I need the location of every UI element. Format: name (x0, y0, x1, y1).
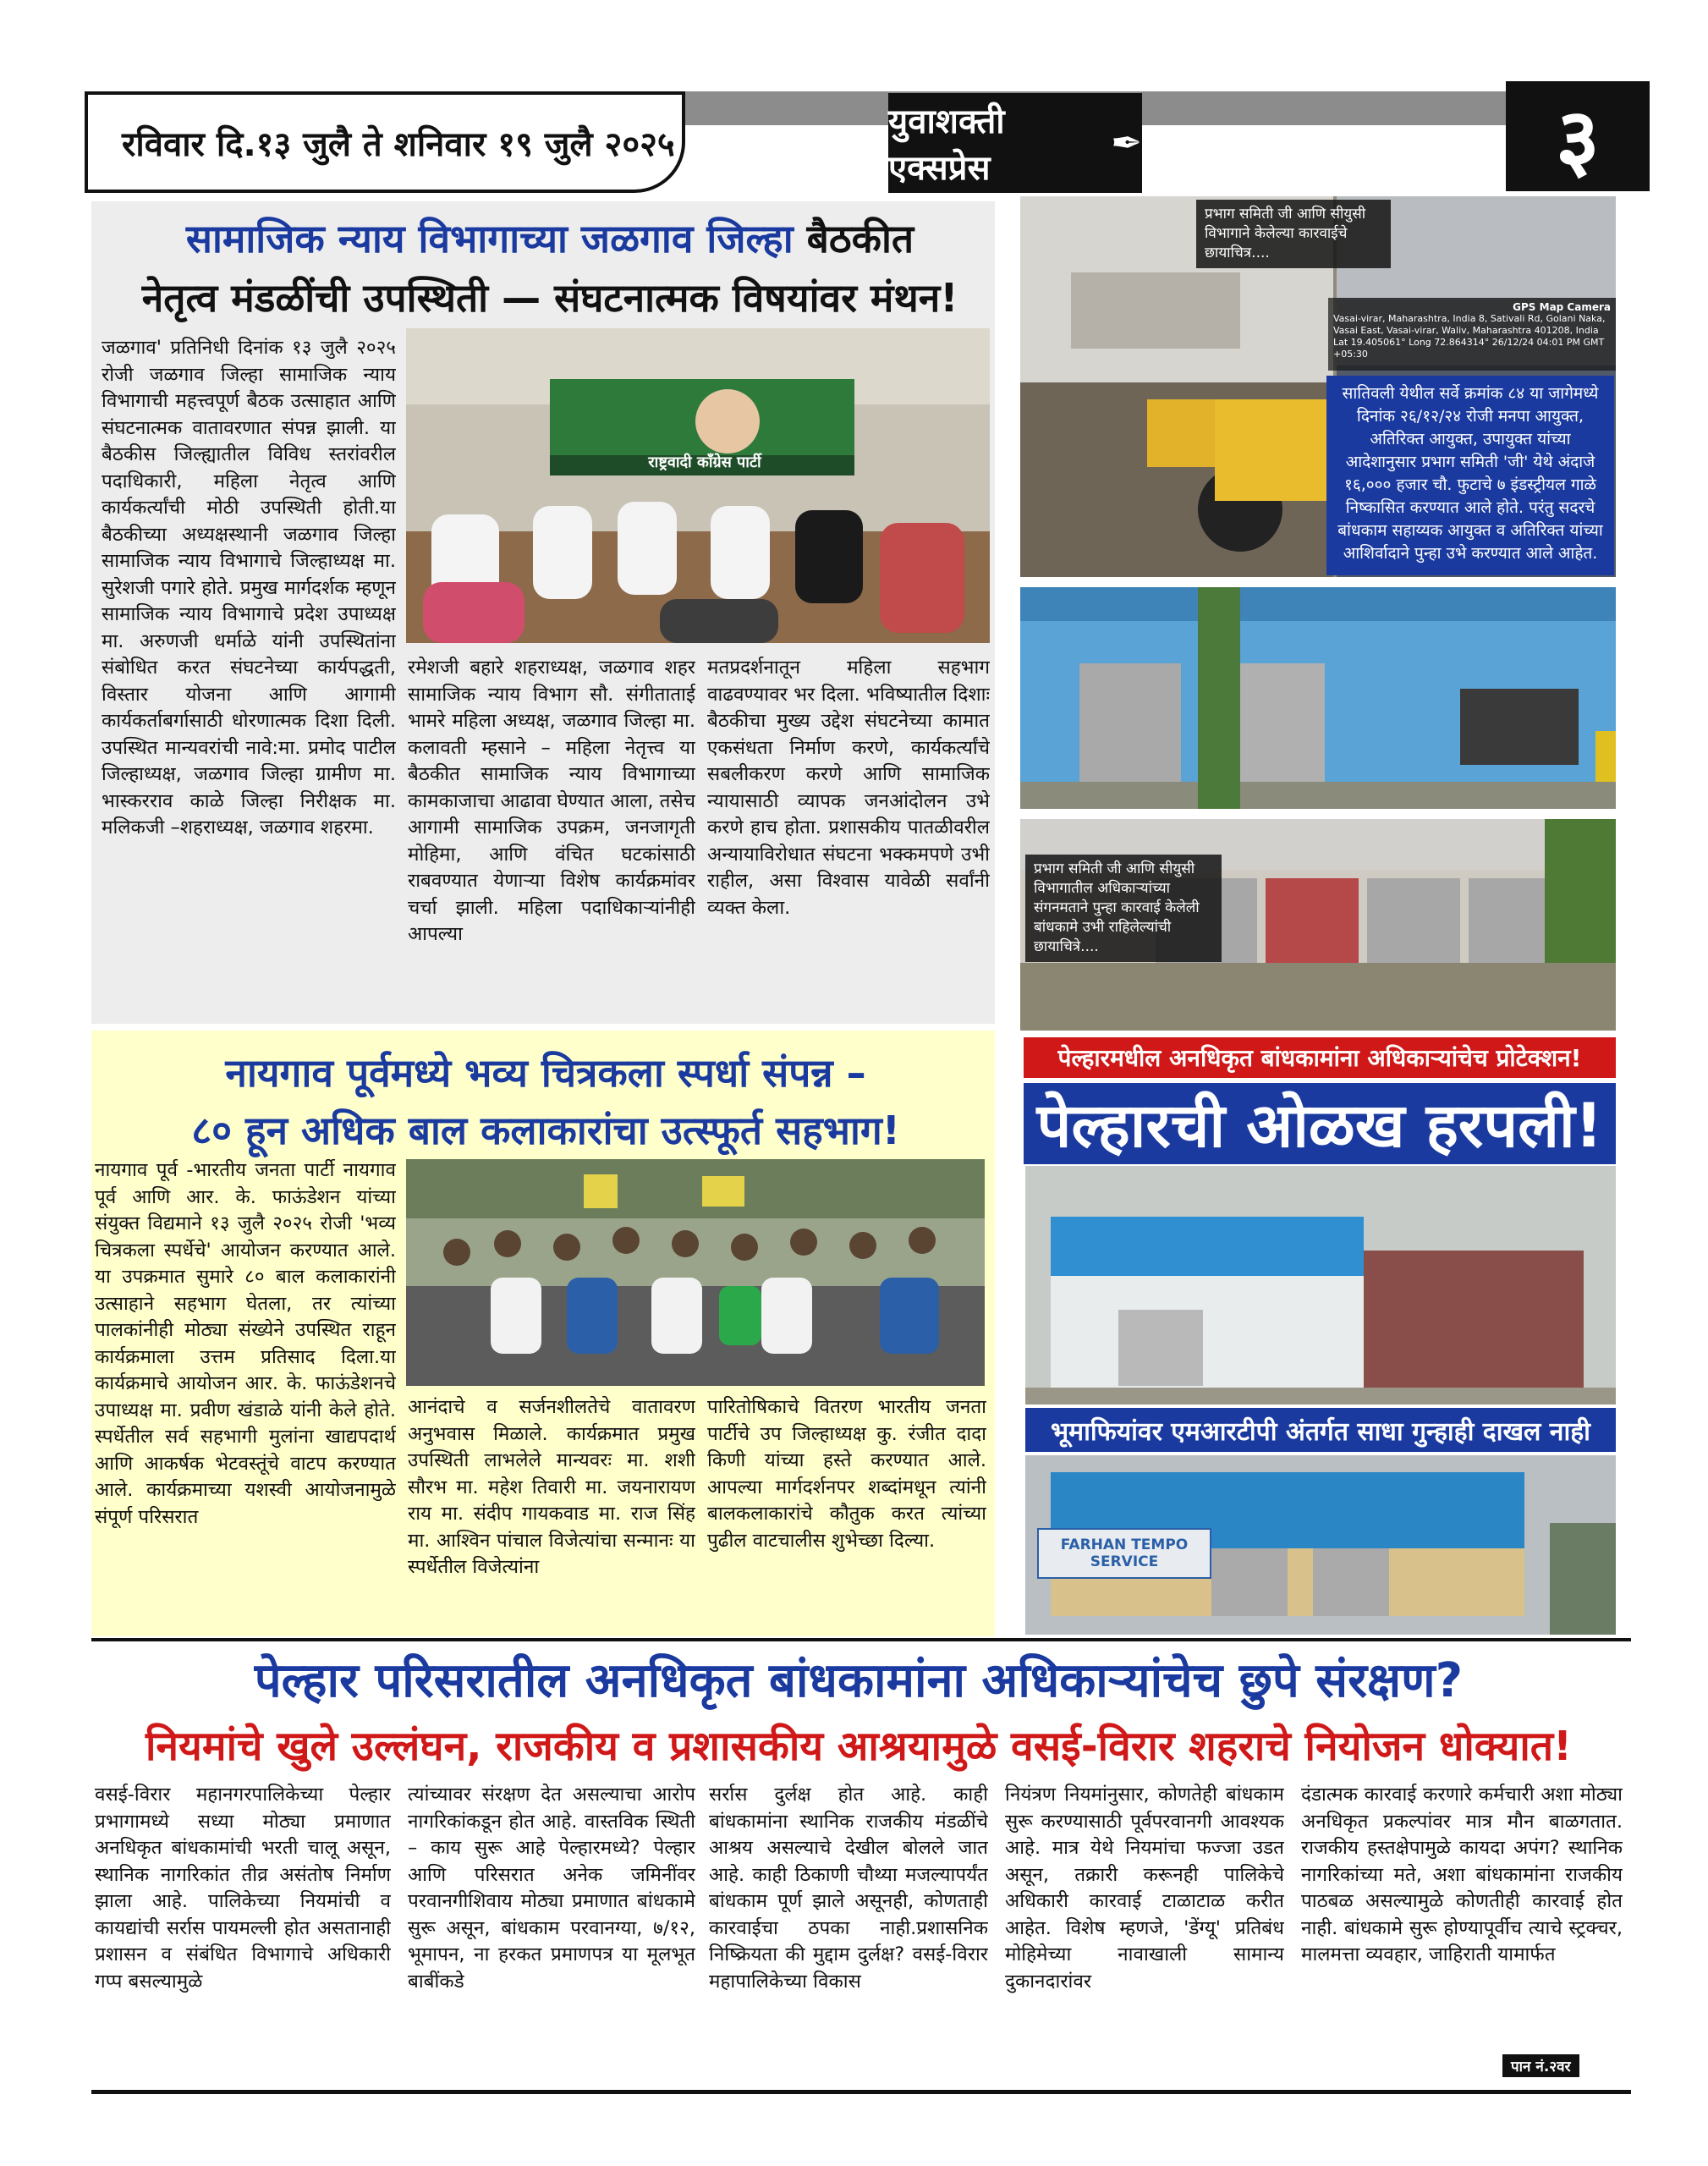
blue-strip: भूमाफियांवर एमआरटीपी अंतर्गत साधा गुन्हाही दाखल नाही (1025, 1408, 1616, 1452)
story3-col1: वसई-विरार महानगरपालिकेच्या पेल्हार प्रभागामध्ये सध्या मोठ्या प्रमाणात अनधिकृत बांधकामांची भरती चालू असून, स्थानिक नागरिकांत तीव्र असंतोष निर्माण झाला आहे. पालिकेच्या नियमांची व कायद्यांची सर्रास पायमल्ली होत असतानाही प्रशासन व संबंधित विभागाचे अधिकारी गप्प बसल्यामुळे (95, 1784, 391, 1993)
story3-headline: पेल्हार परिसरातील अनधिकृत बांधकामांना अधिकाऱ्यांचेच छुपे संरक्षण? (254, 1653, 1464, 1708)
story2-headline-line1: नायगाव पूर्वमध्ये भव्य चित्रकला स्पर्धा संपन्न – (225, 1050, 866, 1096)
story2-col2: आनंदाचे व सर्जनशीलतेचे वातावरण अनुभवास मिळाले. कार्यक्रमात प्रमुख उपस्थिती लाभलेले मान्यवरः मा. शशी सौरभ मा. महेश तिवारी मा. जयनारायण राय मा. संदीप गायकवाड मा. राज सिंह मा. आश्विन पांचाल विजेत्यांचा सन्मानः या स्पर्धेतील विजेत्यांना (408, 1396, 695, 1578)
photo3-caption: प्रभाग समिती जी आणि सीयुसी विभागातील अधिकाऱ्यांच्या संगनमताने पुन्हा कारवाई केलेली बांधकामे उभी राहिलेल्यांची छायाचित्रे.... (1025, 855, 1222, 962)
story3-col4: नियंत्रण नियमांनुसार, कोणतेही बांधकाम सुरू करण्यासाठी पूर्वपरवानगी आवश्यक आहे. मात्र येथे नियमांचा फज्जा उडत असून, तक्रारी करूनही पालिकेचे अधिकारी कारवाई टाळाटाळ करीत आहेत. विशेष म्हणजे, 'डेंग्यू' प्रतिबंध मोहिमेच्या नावाखाली सामान्य दुकानदारांवर (1005, 1784, 1284, 1993)
date-line: रविवार दि.१३ जुलै ते शनिवार १९ जुलै २०२५ (85, 91, 685, 193)
story2-col1: नायगाव पूर्व -भारतीय जनता पार्टी नायगाव पूर्व आणि आर. के. फाऊंडेशन यांच्या संयुक्त विद्यमाने १३ जुलै २०२५ रोजी 'भव्य चित्रकला स्पर्धेचे' आयोजन करण्यात आले. या उपक्रमात सुमारे ८० बाल कलाकारांनी उत्साहाने सहभाग घेतला, तर त्यांच्या पालकांनीही मोठ्या संख्येने उपस्थित राहून कार्यक्रमाला उत्तम प्रतिसाद दिला.या कार्यक्रमाचे आयोजन आर. के. फाऊंडेशनचे उपाध्यक्ष मा. प्रवीण खंडाळे यांनी केले होते. स्पर्धेतील सर्व सहभागी मुलांना खाद्यपदार्थ आणि आकर्षक भेटवस्तूंचे वाटप करण्यात आले. कार्यक्रमाच्या यशस्वी आयोजनामुळे संपूर्ण परिसरात (95, 1159, 396, 1528)
continued-badge: पान नं.२वर (1502, 2054, 1579, 2077)
story1-headline-line1: सामाजिक न्याय विभागाच्या जळगाव जिल्हा बैठकीत (185, 216, 914, 261)
gps-title: GPS Map Camera (1513, 301, 1611, 313)
story1-col3: मतप्रदर्शनातून महिला सहभाग वाढवण्यावर भर दिला. भविष्यातील दिशाः बैठकीचा मुख्य उद्देश संघटनेच्या कामात एकसंधता निर्माण करणे, कार्यकर्त्यांचे सबलीकरण करणे आणि सामाजिक न्यायासाठी व्यापक जनआंदोलन उभे करणे हाच होता. प्रशासकीय पातळीवरील अन्यायाविरोधात संघटना भक्कमपणे उभी राहील, असा विश्वास यावेळी सर्वांनी व्यक्त केला. (707, 657, 990, 919)
meeting-photo (406, 328, 990, 643)
story1-col1: जळगाव' प्रतिनिधी दिनांक १३ जुलै २०२५ रोजी जळगाव जिल्हा सामाजिक न्याय विभागाची महत्त्वपूर्ण बैठक उत्साहात आणि संघटनात्मक वातावरणात संपन्न झाली. या बैठकीस जिल्ह्यातील विविध स्तरांवरील पदाधिकारी, महिला नेतृत्व आणि कार्यकर्त्यांची मोठी उपस्थिती होती.या बैठकीच्या अध्यक्षस्थानी जळगाव जिल्हा सामाजिक न्याय विभागाचे जिल्हाध्यक्ष मा. सुरेशजी पगारे होते. प्रमुख मार्गदर्शक म्हणून सामाजिक न्याय विभागाचे प्रदेश उपाध्यक्ष मा. अरुणजी धर्माळे यांनी उपस्थितांना संबोधित करत संघटनेच्या कार्यपद्धती, विस्तार योजना आणि आगामी कार्यकर्ताबर्गासाठी धोरणात्मक दिशा दिली. उपस्थित मान्यवरांची नावे:मा. प्रमोद पाटील जिल्हाध्यक्ष, जळगाव जिल्हा ग्रामीण मा. भास्करराव काळे जिल्हा निरीक्षक मा. मलिकजी –शहराध्यक्ष, जळगाव शहरमा. (102, 337, 396, 838)
story1-col2: रमेशजी बहारे शहराध्यक्ष, जळगाव शहर सामाजिक न्याय विभाग सौ. संगीताताई भामरे महिला अध्यक्ष, जळगाव जिल्हा मा. कलावती म्हसाने – महिला नेतृत्त्व या बैठकीत सामाजिक न्याय विभागाच्या कामकाजाचा आढावा घेण्यात आला, तसेच आगामी सामाजिक उपक्रम, जनजागृती मोहिमा, आणि वंचित घटकांसाठी राबवण्यात येणाऱ्या विशेष कार्यक्रमांवर चर्चा झाली. महिला पदाधिकाऱ्यांनीही आपल्या (408, 657, 695, 945)
story1-headline-line2: नेतृत्व मंडळींची उपस्थिती — संघटनात्मक विषयांवर मंथन! (141, 275, 958, 321)
red-headline-strip: पेल्हारमधील अनधिकृत बांधकामांना अधिकाऱ्यांचेच प्रोटेक्शन! (1024, 1037, 1616, 1078)
blue-shed-photo-1 (1025, 1166, 1616, 1405)
photo1-caption: प्रभाग समिती जी आणि सीयुसी विभागाने केलेल्या कारवाईचे छायाचित्र.... (1196, 200, 1391, 268)
gps-stamp (1328, 298, 1616, 371)
story2-col3: पारितोषिकाचे वितरण भारतीय जनता पार्टीचे उप जिल्हाध्यक्ष कु. रंजीत दादा किणी यांच्या हस्ते करण्यात आले. आपल्या मार्गदर्शनपर शब्दांमधून त्यांनी बालकलाकारांचे कौतुक करत त्यांच्या पुढील वाटचालीस शुभेच्छा दिल्या. (707, 1396, 986, 1552)
page-number: ३ (1506, 81, 1650, 191)
action-caption: सातिवली येथील सर्वे क्रमांक ८४ या जागेमध्ये दिनांक २६/१२/२४ रोजी मनपा आयुक्त, अतिरिक्त आयुक्त, उपायुक्त यांच्या आदेशानुसार प्रभाग समिती 'जी' येथे अंदाजे १६,००० हजार चौ. फुटाचे ७ इंडस्ट्रीयल गाळे निष्कासित करण्यात आले होते. परंतु सदरचे बांधकाम सहाय्यक आयुक्त व अतिरिक्त यांच्या आशिर्वादाने पुन्हा उभे करण्यात आले आहेत. (1326, 376, 1614, 575)
farhan-sign: FARHAN TEMPO SERVICE (1037, 1528, 1211, 1579)
story3-col5: दंडात्मक कारवाई करणारे कर्मचारी अशा मोठ्या अनधिकृत प्रकल्पांवर मात्र मौन बाळगतात. राजकीय हस्तक्षेपामुळे कायदा अपंग? स्थानिक नागरिकांच्या मते, अशा बांधकामांना राजकीय पाठबळ असल्यामुळे कोणतीही कारवाई होत नाही. बांधकामे सुरू होण्यापूर्वीच त्याचे स्ट्रक्चर, मालमत्ता व्यवहार, जाहिराती यामार्फत (1301, 1784, 1623, 1965)
story3-subheadline: नियमांचे खुले उल्लंघन, राजकीय व प्रशासकीय आश्रयामुळे वसई-विरार शहराचे नियोजन धोक्यात! (145, 1723, 1573, 1770)
story3-col2: त्यांच्यावर संरक्षण देत असल्याचा आरोप नागरिकांकडून होत आहे. वास्तविक स्थिती – काय सुरू आहे पेल्हारमध्ये? पेल्हार आणि परिसरात अनेक जमिनींवर परवानगीशिवाय मोठ्या प्रमाणात बांधकामे सुरू असून, बांधकाम परवानग्या, ७/१२, भूमापन, ना हरकत प्रमाणपत्र या मूलभूत बाबींकडे (408, 1784, 695, 1993)
gps-text: Vasai-virar, Maharashtra, India 8, Sativali Rd, Golani Naka, Vasai East, Vasai-virar, Waliv, Maharashtra 401208, India Lat 19.405061° Long 72.864314° 26/12/24 04:01 PM GMT +05:30 (1333, 313, 1606, 360)
party-banner-text: राष्ट्रवादी काँग्रेस पार्टी (648, 454, 761, 471)
drawing-competition-photo (406, 1159, 985, 1386)
pen-icon: ✒ (1111, 121, 1142, 165)
bottom-rule (91, 2090, 1631, 2094)
brand-name: युवाशक्ती एक्सप्रेस ✒ (888, 93, 1142, 193)
shutter-photo-1 (1020, 587, 1616, 809)
story3-col3: सर्रास दुर्लक्ष होत आहे. काही बांधकामांना स्थानिक राजकीय मंडळींचे आश्रय असल्याचे देखील बोलले जात आहे. काही ठिकाणी चौथ्या मजल्यापर्यंत बांधकाम पूर्ण झाले असूनही, कोणताही कारवाईचा ठपका नाही.प्रशासनिक निष्क्रियता की मुद्दाम दुर्लक्ष? वसई-विरार महापालिकेच्या विकास (709, 1784, 988, 1993)
big-title: पेल्हारची ओळख हरपली! (1024, 1083, 1616, 1164)
section-divider (91, 1638, 1631, 1641)
story2-headline-line2: ८० हून अधिक बाल कलाकारांचा उत्स्फूर्त सहभाग! (191, 1108, 900, 1153)
